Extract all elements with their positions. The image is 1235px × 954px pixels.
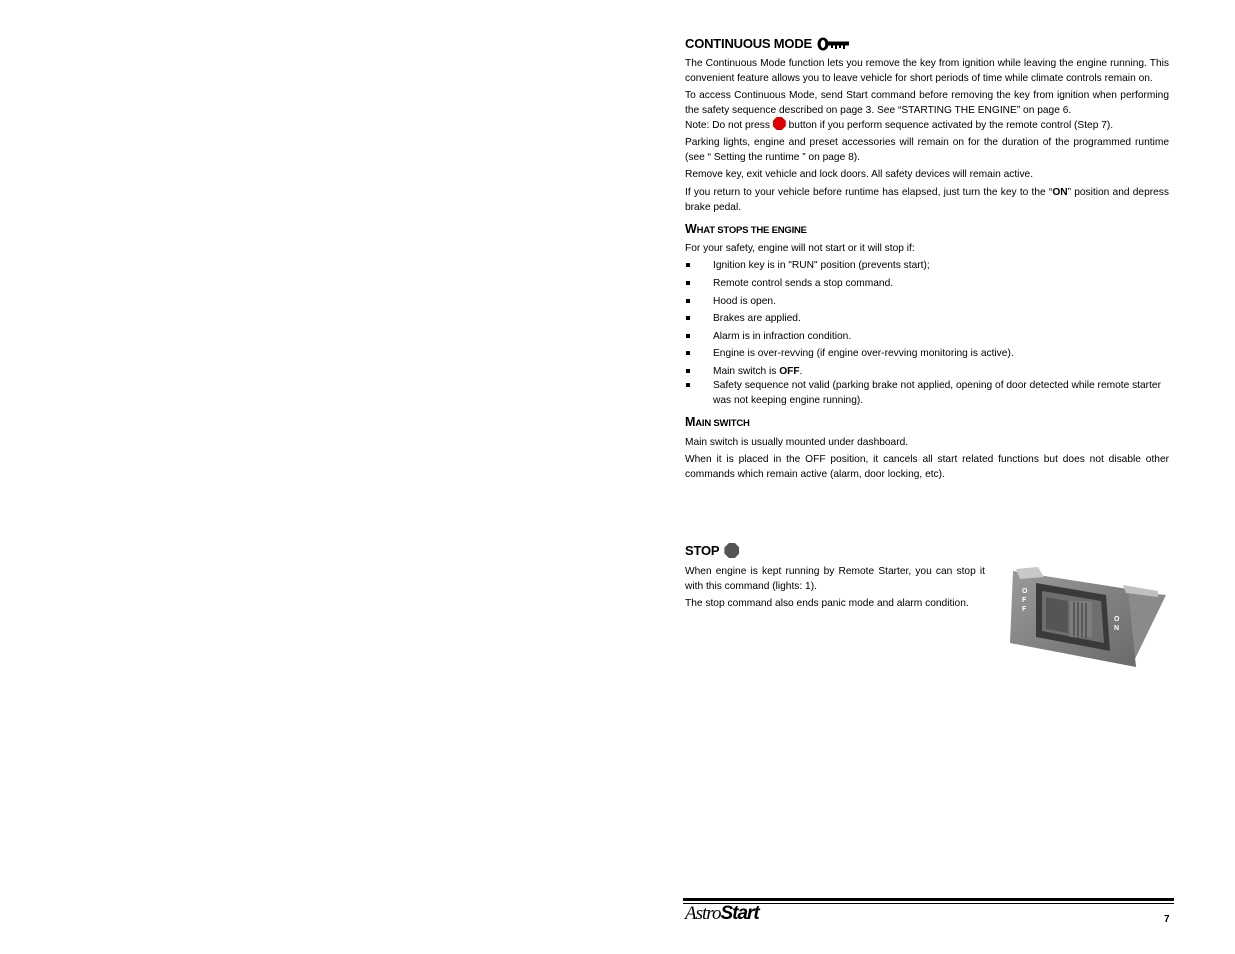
main-switch-heading: MAIN SWITCH: [685, 415, 750, 429]
continuous-mode-heading: CONTINUOUS MODE: [685, 36, 850, 51]
key-icon: [817, 37, 850, 51]
continuous-paragraph-4: Remove key, exit vehicle and lock doors. All safety devices will remain active.: [685, 169, 1034, 180]
main-switch-paragraph-2: When it is placed in the OFF position, it cancels all start related functions but does not disable other commands which remain active (alarm, door locking, etc).: [685, 454, 1169, 480]
stop-paragraph-1: When engine is kept running by Remote Starter, you can stop it with this command (lights: 1).: [685, 566, 985, 592]
continuous-paragraph-3: Parking lights, engine and preset accessories will remain on for the duration of the programmed runtime (see “ Setting the runtime ” on page 8).: [685, 137, 1169, 163]
astrostart-logo: AstroStart: [685, 903, 759, 924]
what-stops-intro: For your safety, engine will not start or it will stop if:: [685, 243, 915, 254]
stop-paragraph-2: The stop command also ends panic mode and alarm condition.: [685, 598, 969, 609]
continuous-paragraph-1: The Continuous Mode function lets you remove the key from ignition while leaving the engine running. This convenient feature allows you to leave vehicle for short periods of time while climate controls remain on.: [685, 58, 1169, 84]
main-switch-paragraph-1: Main switch is usually mounted under dashboard.: [685, 437, 909, 448]
page-number: 7: [1164, 914, 1170, 925]
footer-rule: [683, 898, 1174, 901]
stop-button-icon: [773, 117, 786, 130]
continuous-paragraph-5: If you return to your vehicle before runtime has elapsed, just turn the key to the “ON” position and depress brake pedal.: [685, 187, 1169, 213]
main-switch-image: [1008, 563, 1168, 673]
continuous-note: Note: Do not press button if you perform sequence activated by the remote control (Step 7).: [685, 117, 1169, 133]
stop-icon: [724, 543, 739, 558]
switch-on-label: O N: [1114, 616, 1120, 632]
switch-off-label: O F F: [1022, 588, 1028, 613]
stop-heading: STOP: [685, 543, 739, 558]
what-stops-heading: WHAT STOPS THE ENGINE: [685, 222, 807, 236]
continuous-paragraph-2: To access Continuous Mode, send Start command before removing the key from ignition when performing the safety sequence described on page 3. See “STARTING THE ENGINE” on page 6.: [685, 90, 1169, 116]
